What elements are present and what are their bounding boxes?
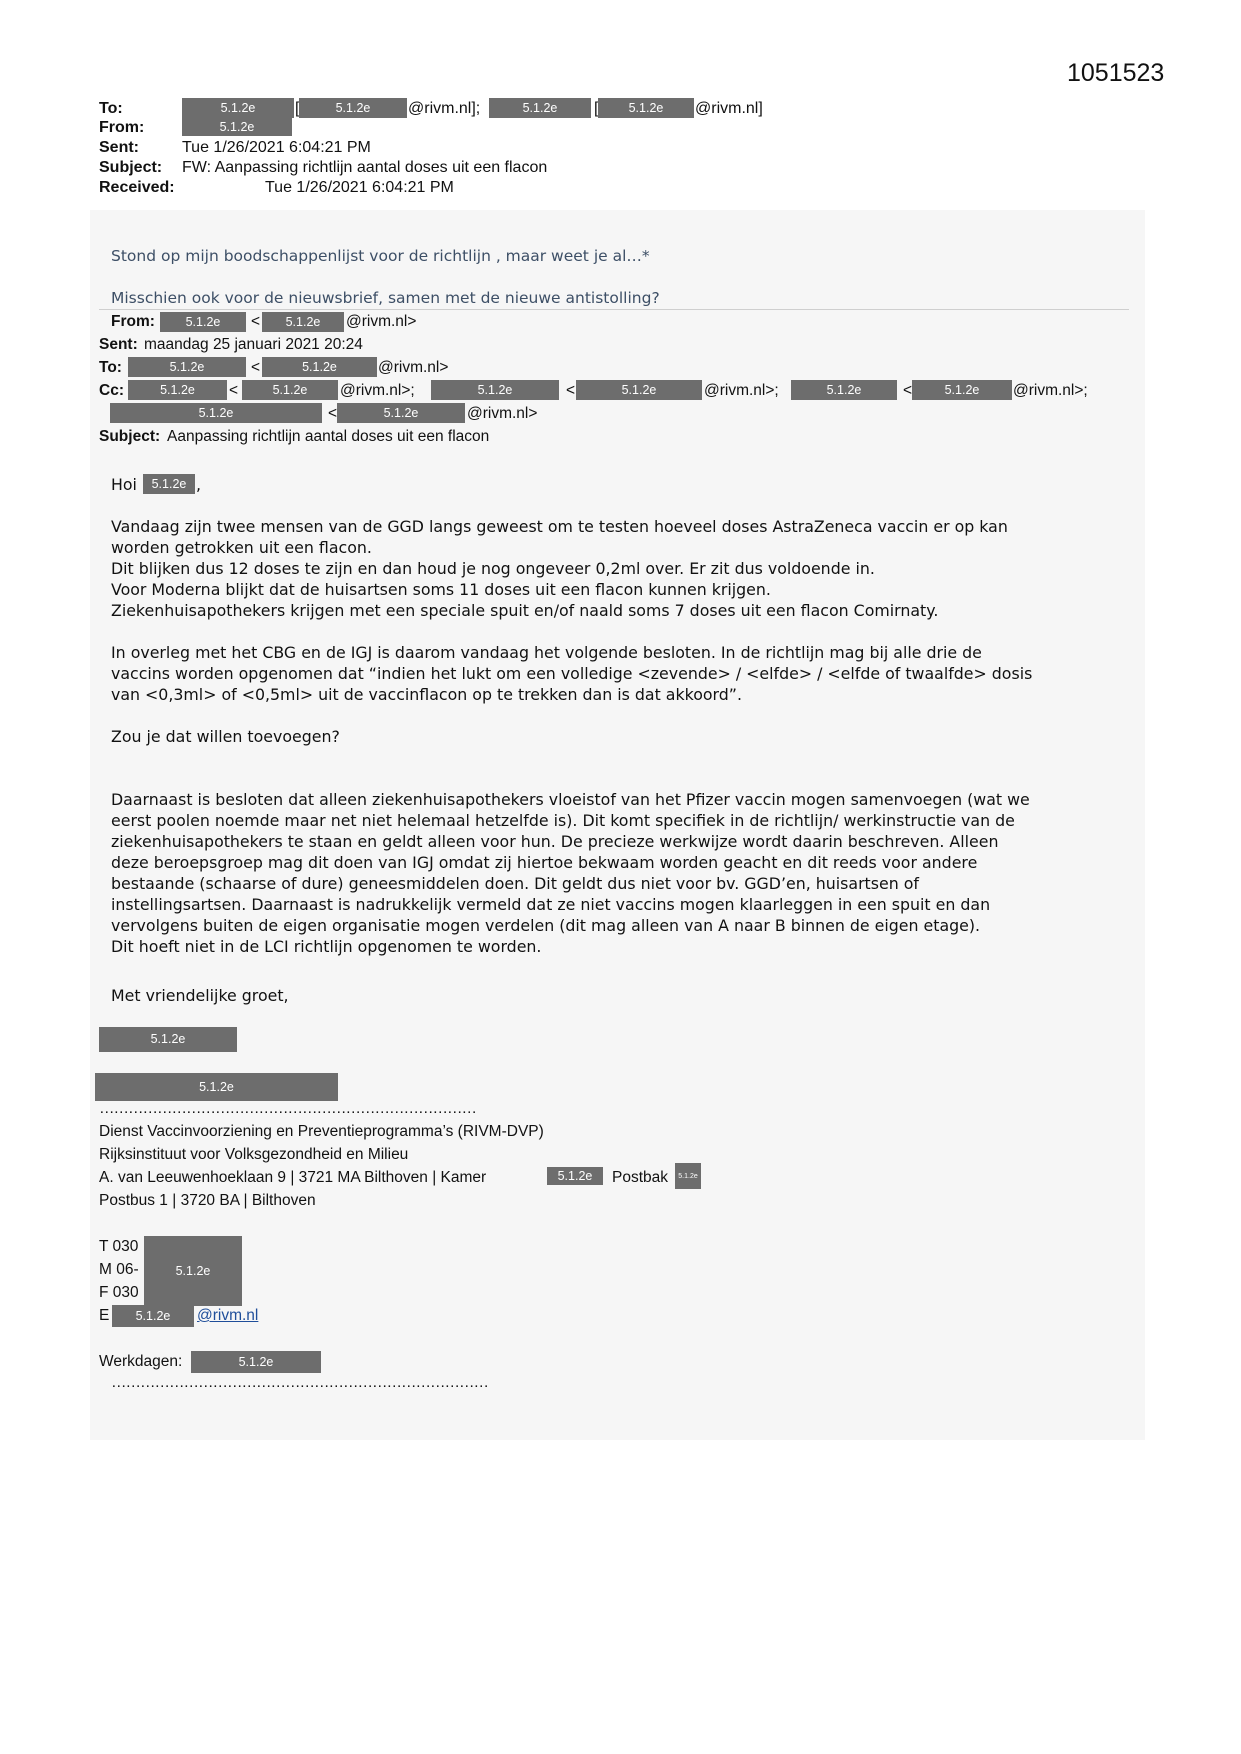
paragraph-line: Dit hoeft niet in de LCI richtlijn opgenomen te worden. [111, 937, 542, 956]
paragraph-line: Ziekenhuisapothekers krijgen met een speciale spuit en/of naald soms 7 doses uit een flacon Comirnaty. [111, 601, 939, 620]
paragraph-line: Dit blijken dus 12 doses te zijn en dan houd je nog ongeveer 0,2ml over. Er zit dus voldoende in. [111, 559, 875, 578]
paragraph-line: vervolgens buiten de eigen organisatie mogen verdelen (dit mag alleen van A naar B binnen de eigen etage). [111, 916, 981, 935]
paragraph-line: Vandaag zijn twee mensen van de GGD langs geweest om te testen hoeveel doses AstraZeneca vaccin er op kan [111, 517, 1008, 536]
signature-email-label: E [99, 1307, 110, 1324]
signature-institute: Rijksinstituut voor Volksgezondheid en Milieu [99, 1146, 409, 1163]
paragraph-pooling [111, 789, 1151, 957]
paragraph-line: Voor Moderna blijkt dat de huisartsen soms 11 doses uit een flacon kunnen krijgen. [111, 580, 771, 599]
paragraph-doses [111, 516, 1151, 621]
fwd-cc-label: Cc: [99, 382, 124, 399]
header-to-bracket-2: [ [594, 100, 599, 117]
fwd-to-label: To: [99, 359, 122, 376]
redaction-fwd-to-name: 5.1.2e [128, 357, 246, 377]
redaction-from: 5.1.2e [182, 118, 292, 136]
redaction-room: 5.1.2e [547, 1167, 603, 1185]
fwd-from-label: From: [111, 313, 155, 330]
signature-dots-top: …………………………………………………………………… [99, 1100, 476, 1117]
fwd-cc-domain-2: @rivm.nl>; [704, 382, 779, 399]
fwd-to-email-domain: @rivm.nl> [378, 359, 449, 376]
redaction-cc-name-1: 5.1.2e [128, 380, 227, 400]
header-sent-value: Tue 1/26/2021 6:04:21 PM [182, 139, 371, 156]
fwd-cc-domain-3: @rivm.nl>; [1013, 382, 1088, 399]
redaction-greeting-name: 5.1.2e [143, 474, 195, 494]
paragraph-line: eerst poolen noemde maar net niet helemaal hetzelfde is). Dit komt specifiek in de richtlijn/ werkinstructie van de [111, 811, 1015, 830]
redaction-cc-name-4: 5.1.2e [110, 403, 322, 423]
redaction-cc-name-3: 5.1.2e [791, 380, 897, 400]
fwd-sent-label: Sent: [99, 336, 138, 353]
redaction-to-email-1: 5.1.2e [299, 98, 407, 118]
redaction-cc-email-4: 5.1.2e [337, 403, 465, 423]
signature-org: Dienst Vaccinvoorziening en Preventieprogramma’s (RIVM-DVP) [99, 1123, 544, 1140]
paragraph-line: bestaande (schaarse of dure) geneesmiddelen doen. Dit geldt dus niet voor bv. GGD’en, huisartsen of [111, 874, 919, 893]
header-subject-label: Subject: [99, 159, 163, 176]
redaction-to-name-1: 5.1.2e [182, 98, 294, 118]
redaction-cc-email-2: 5.1.2e [576, 380, 702, 400]
greeting-comma: , [196, 475, 202, 494]
signature-phone-m: M 06- [99, 1261, 139, 1278]
redaction-postbak: 5.1.2e [675, 1163, 701, 1189]
closing: Met vriendelijke groet, [111, 986, 289, 1005]
paragraph-line: In overleg met het CBG en de IGJ is daarom vandaag het volgende besloten. In de richtlijn mag bij alle drie de [111, 643, 982, 662]
header-to-label: To: [99, 100, 123, 117]
signature-email-link[interactable]: @rivm.nl [197, 1307, 259, 1324]
header-subject-value: FW: Aanpassing richtlijn aantal doses uit een flacon [182, 159, 548, 176]
signature-phone-t: T 030 [99, 1238, 139, 1255]
redaction-signature-name: 5.1.2e [99, 1027, 237, 1052]
signature-phone-f: F 030 [99, 1284, 139, 1301]
fwd-from-email-domain: @rivm.nl> [346, 313, 417, 330]
signature-workdays-label: Werkdagen: [99, 1353, 183, 1370]
header-to-email-domain-2: @rivm.nl] [695, 100, 763, 117]
fwd-cc-domain-1: @rivm.nl>; [340, 382, 415, 399]
redaction-cc-email-3: 5.1.2e [912, 380, 1012, 400]
fwd-subject-value: Aanpassing richtlijn aantal doses uit een flacon [167, 428, 490, 445]
paragraph-line: Daarnaast is besloten dat alleen ziekenhuisapothekers vloeistof van het Pfizer vaccin mogen samenvoegen (wat we [111, 790, 1030, 809]
document-number: 1051523 [1067, 59, 1165, 87]
fwd-to-lt: < [251, 359, 261, 376]
signature-postbus: Postbus 1 | 3720 BA | Bilthoven [99, 1192, 316, 1209]
header-from-label: From: [99, 119, 145, 136]
paragraph-request: Zou je dat willen toevoegen? [111, 727, 340, 746]
intro-line-2: Misschien ook voor de nieuwsbrief, samen met de nieuwe antistolling? [111, 289, 660, 307]
paragraph-decision [111, 642, 1151, 705]
redaction-to-name-2: 5.1.2e [489, 98, 591, 118]
fwd-cc-lt-4: < [328, 405, 338, 422]
fwd-cc-domain-4: @rivm.nl> [467, 405, 538, 422]
signature-address: A. van Leeuwenhoeklaan 9 | 3721 MA Bilthoven | Kamer [99, 1169, 487, 1186]
redaction-signature-title: 5.1.2e [95, 1073, 338, 1101]
intro-line-1: Stond op mijn boodschappenlijst voor de richtlijn , maar weet je al…* [111, 247, 650, 265]
redaction-cc-name-2: 5.1.2e [431, 380, 559, 400]
fwd-cc-lt-3: < [903, 382, 913, 399]
redaction-email-user: 5.1.2e [112, 1305, 194, 1327]
signature-dots-bottom: …………………………………………………………………… [111, 1374, 488, 1391]
fwd-cc-lt-1: < [229, 382, 239, 399]
fwd-subject-label: Subject: [99, 428, 161, 445]
paragraph-line: vaccins worden opgenomen dat “indien het lukt om een volledige <zevende> / <elfde> / <elfde of twaalfde> dosis [111, 664, 1033, 683]
header-received-label: Received: [99, 179, 175, 196]
paragraph-line: van <0,3ml> of <0,5ml> uit de vaccinflacon op te trekken dan is dat akkoord”. [111, 685, 742, 704]
fwd-cc-lt-2: < [566, 382, 576, 399]
paragraph-line: instellingsartsen. Daarnaast is nadrukkelijk vermeld dat ze niet vaccins mogen klaarleggen in een spuit en dan [111, 895, 991, 914]
greeting: Hoi [111, 475, 137, 494]
redaction-to-email-2: 5.1.2e [598, 98, 694, 118]
paragraph-line: worden getrokken uit een flacon. [111, 538, 372, 557]
redaction-fwd-from-email: 5.1.2e [262, 312, 344, 332]
header-sent-label: Sent: [99, 139, 139, 156]
signature-postbak: Postbak [612, 1169, 669, 1186]
paragraph-line: ziekenhuisapothekers te staan en geldt alleen voor hun. De precieze werkwijze wordt daarin beschreven. Alleen [111, 832, 999, 851]
fwd-from-lt: < [251, 313, 261, 330]
redaction-workdays: 5.1.2e [191, 1351, 321, 1373]
redaction-fwd-to-email: 5.1.2e [262, 357, 377, 377]
header-to-bracket-1: [ [295, 100, 300, 117]
paragraph-line: deze beroepsgroep mag dit doen van IGJ omdat zij hiertoe bekwaam worden geacht en dit reeds voor andere [111, 853, 978, 872]
redaction-phone-numbers: 5.1.2e [144, 1236, 242, 1306]
forward-divider [99, 309, 1129, 310]
header-received-value: Tue 1/26/2021 6:04:21 PM [265, 179, 454, 196]
fwd-sent-value: maandag 25 januari 2021 20:24 [144, 336, 363, 353]
redaction-cc-email-1: 5.1.2e [242, 380, 338, 400]
redaction-fwd-from-name: 5.1.2e [160, 312, 246, 332]
header-to-email-domain-1: @rivm.nl]; [408, 100, 481, 117]
